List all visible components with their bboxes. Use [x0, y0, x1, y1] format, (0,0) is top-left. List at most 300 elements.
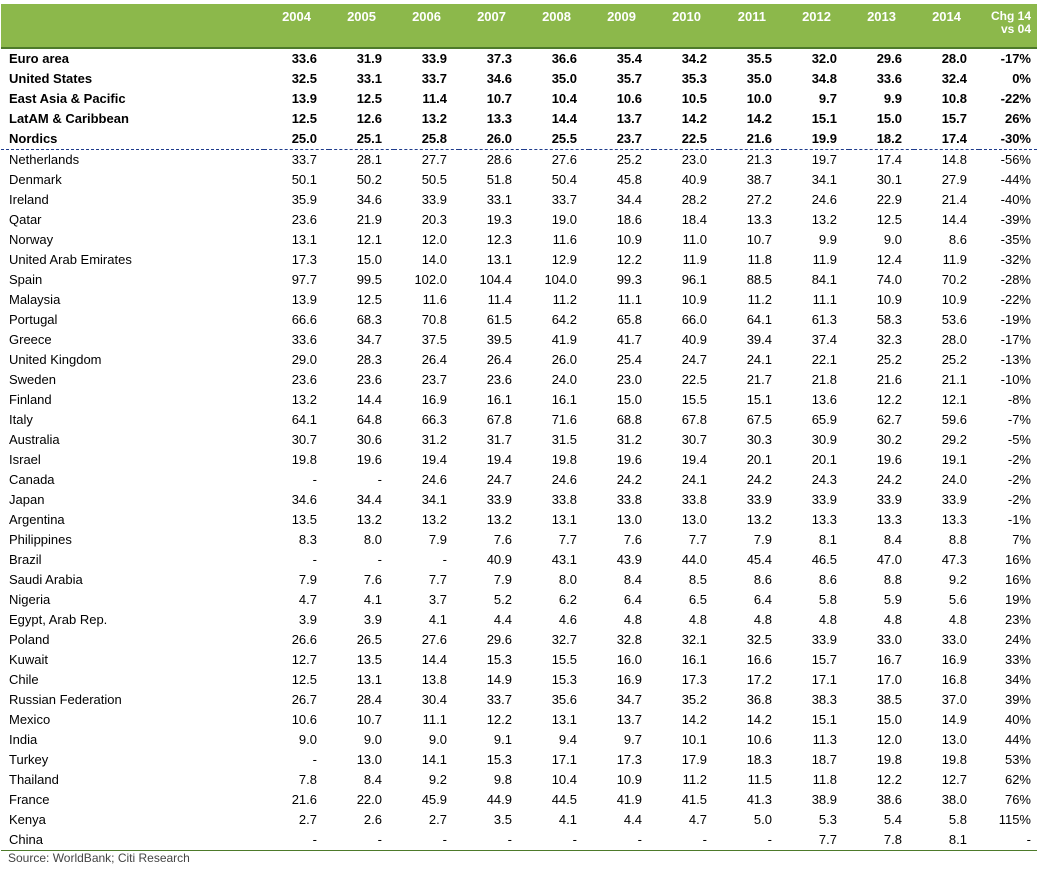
cell-value: 27.6	[421, 632, 447, 647]
cell-value: 29.0	[291, 352, 317, 367]
cell-value: 37.0	[941, 692, 967, 707]
cell-value: 84.1	[811, 272, 837, 287]
cell-value: 43.1	[551, 552, 577, 567]
table-row	[1, 290, 1037, 310]
cell-change: 40%	[1004, 712, 1031, 727]
cell-value: 14.2	[746, 712, 772, 727]
cell-value: 38.3	[811, 692, 837, 707]
cell-value: 66.0	[681, 312, 707, 327]
cell-value: 7.6	[493, 532, 512, 547]
cell-value: 22.1	[811, 352, 837, 367]
cell-value: 21.4	[941, 192, 967, 207]
cell-value: 31.2	[421, 432, 447, 447]
cell-value: 68.8	[616, 412, 642, 427]
cell-value: 34.8	[811, 71, 837, 86]
cell-value: 11.8	[812, 772, 837, 787]
row-label: East Asia & Pacific	[9, 91, 126, 106]
cell-value: 25.4	[616, 352, 642, 367]
cell-value: 40.9	[681, 332, 707, 347]
cell-value: 33.7	[291, 152, 317, 167]
cell-value: 11.2	[747, 292, 772, 307]
row-label: LatAM & Caribbean	[9, 111, 129, 126]
cell-value: 96.1	[681, 272, 707, 287]
row-label: Kenya	[9, 812, 46, 827]
cell-value: -	[312, 552, 317, 567]
cell-value: 23.7	[421, 372, 447, 387]
cell-value: 36.8	[746, 692, 772, 707]
cell-value: 35.9	[291, 192, 317, 207]
cell-value: -	[589, 830, 654, 851]
cell-value: 30.7	[291, 432, 317, 447]
cell-value: 10.9	[876, 292, 902, 307]
cell-value: 7.6	[623, 532, 642, 547]
cell-value: 12.5	[876, 212, 902, 227]
cell-value: -	[377, 552, 382, 567]
cell-value: 38.7	[746, 172, 772, 187]
cell-value: 30.6	[356, 432, 382, 447]
cell-value: 8.4	[363, 772, 382, 787]
cell-change: -	[979, 830, 1037, 851]
table-row	[1, 250, 1037, 270]
cell-value: 34.7	[616, 692, 642, 707]
cell-value: 33.7	[486, 692, 512, 707]
cell-value: 10.7	[486, 91, 512, 106]
cell-value: 3.7	[428, 592, 447, 607]
cell-value: 35.2	[681, 692, 707, 707]
cell-value: 24.1	[746, 352, 772, 367]
cell-value: 13.3	[486, 111, 512, 126]
cell-value: 10.6	[291, 712, 317, 727]
cell-change: -2%	[1007, 452, 1031, 467]
row-label: Euro area	[9, 51, 69, 66]
header-year: 2006	[394, 4, 459, 48]
cell-value: 9.1	[493, 732, 512, 747]
cell-value: 43.9	[616, 552, 642, 567]
row-label: Russian Federation	[9, 692, 122, 707]
cell-value: 67.5	[746, 412, 772, 427]
cell-value: 9.7	[818, 91, 837, 106]
cell-value: 28.6	[486, 152, 512, 167]
cell-value: 53.6	[941, 312, 967, 327]
cell-value: 23.0	[681, 152, 707, 167]
cell-value: 31.7	[486, 432, 512, 447]
row-label: United Arab Emirates	[9, 252, 132, 267]
row-label: Spain	[9, 272, 43, 287]
cell-value: 6.5	[688, 592, 707, 607]
cell-value: 8.6	[818, 572, 837, 587]
cell-value: 13.1	[486, 252, 512, 267]
cell-value: 16.1	[681, 652, 707, 667]
cell-value: 18.2	[849, 129, 914, 150]
cell-value: 38.9	[811, 792, 837, 807]
cell-value: 41.3	[746, 792, 772, 807]
table-row	[1, 470, 1037, 490]
cell-change: -40%	[1000, 192, 1031, 207]
cell-value: 25.1	[329, 129, 394, 150]
row-label: Canada	[9, 472, 55, 487]
table-row	[1, 230, 1037, 250]
header-row	[1, 4, 1037, 48]
table-row	[1, 730, 1037, 750]
cell-value: 29.2	[941, 432, 967, 447]
cell-value: 31.2	[616, 432, 642, 447]
cell-value: 13.2	[746, 512, 772, 527]
cell-value: 32.1	[681, 632, 707, 647]
cell-change: 16%	[1004, 572, 1031, 587]
cell-change: -17%	[1000, 332, 1031, 347]
cell-value: 30.9	[811, 432, 837, 447]
cell-value: 10.0	[746, 91, 772, 106]
cell-change: 24%	[1004, 632, 1031, 647]
cell-value: 28.3	[356, 352, 382, 367]
cell-value: 13.7	[616, 712, 642, 727]
source-note: Source: WorldBank; Citi Research	[8, 851, 190, 865]
cell-value: 41.7	[616, 332, 642, 347]
cell-value: 12.2	[876, 772, 902, 787]
cell-value: 27.9	[941, 172, 967, 187]
cell-value: 34.6	[486, 71, 512, 86]
cell-value: 64.1	[746, 312, 772, 327]
cell-value: 47.0	[876, 552, 902, 567]
row-label: Malaysia	[9, 292, 61, 307]
cell-value: 102.0	[414, 272, 447, 287]
header-year: 2014	[914, 4, 979, 48]
cell-value: 33.0	[941, 632, 967, 647]
cell-change: -35%	[1000, 232, 1031, 247]
cell-value: -	[312, 752, 317, 767]
cell-value: 14.4	[551, 111, 577, 126]
cell-value: 26.5	[356, 632, 382, 647]
cell-value: 45.4	[746, 552, 772, 567]
cell-value: 24.7	[486, 472, 512, 487]
cell-value: 65.9	[811, 412, 837, 427]
cell-value: 13.1	[551, 512, 577, 527]
cell-value: 14.4	[421, 652, 447, 667]
cell-value: 25.2	[616, 152, 642, 167]
cell-value: 4.4	[623, 812, 642, 827]
table-row	[1, 170, 1037, 190]
table-row	[1, 330, 1037, 350]
cell-value: 27.6	[551, 152, 577, 167]
cell-value: 11.2	[682, 772, 707, 787]
cell-value: 15.1	[811, 111, 837, 126]
cell-value: -	[264, 830, 329, 851]
cell-value: 25.0	[264, 129, 329, 150]
cell-value: 27.2	[746, 192, 772, 207]
cell-value: 18.6	[616, 212, 642, 227]
cell-value: 10.9	[616, 232, 642, 247]
cell-value: 32.5	[291, 71, 317, 86]
row-label: Mexico	[9, 712, 51, 727]
cell-change: -5%	[1007, 432, 1031, 447]
cell-value: 12.5	[291, 111, 317, 126]
cell-value: 29.6	[486, 632, 512, 647]
header-change: Chg 14 vs 04	[979, 4, 1037, 48]
cell-value: 66.6	[291, 312, 317, 327]
cell-value: 97.7	[291, 272, 317, 287]
cell-value: 18.4	[681, 212, 707, 227]
table-row	[1, 750, 1037, 770]
cell-value: 22.0	[356, 792, 382, 807]
cell-value: 15.5	[551, 652, 577, 667]
cell-value: 20.3	[421, 212, 447, 227]
cell-value: 22.5	[681, 372, 707, 387]
cell-value: 8.5	[688, 572, 707, 587]
row-label: Egypt, Arab Rep.	[9, 612, 108, 627]
row-label: China	[1, 830, 264, 851]
cell-value: 5.9	[883, 592, 902, 607]
cell-value: 19.1	[941, 452, 967, 467]
cell-value: 37.5	[421, 332, 447, 347]
cell-value: 13.2	[356, 512, 382, 527]
cell-value: 34.4	[356, 492, 382, 507]
cell-value: 12.9	[551, 252, 577, 267]
cell-value: 30.3	[746, 432, 772, 447]
header-year: 2008	[524, 4, 589, 48]
cell-value: 4.4	[493, 612, 512, 627]
cell-value: 8.8	[883, 572, 902, 587]
cell-value: 13.7	[616, 111, 642, 126]
table-row	[1, 690, 1037, 710]
cell-value: 64.1	[291, 412, 317, 427]
table-row	[1, 570, 1037, 590]
aggregate-row	[1, 89, 1037, 109]
cell-value: 33.9	[421, 192, 447, 207]
cell-value: 11.9	[682, 252, 707, 267]
cell-value: 99.5	[356, 272, 382, 287]
cell-value: 8.4	[883, 532, 902, 547]
cell-value: 17.1	[551, 752, 577, 767]
cell-value: 33.1	[356, 71, 382, 86]
cell-value: 38.0	[941, 792, 967, 807]
cell-value: 14.2	[681, 712, 707, 727]
cell-value: 35.0	[551, 71, 577, 86]
cell-value: 31.9	[356, 51, 382, 66]
cell-change: -7%	[1007, 412, 1031, 427]
cell-value: 11.6	[422, 292, 447, 307]
cell-value: 71.6	[551, 412, 577, 427]
cell-value: 50.5	[421, 172, 447, 187]
cell-value: -	[394, 830, 459, 851]
cell-value: 12.7	[941, 772, 967, 787]
cell-change: -1%	[1007, 512, 1031, 527]
cell-value: 3.9	[363, 612, 382, 627]
cell-value: 33.9	[941, 492, 967, 507]
cell-value: 21.8	[811, 372, 837, 387]
cell-value: 5.2	[493, 592, 512, 607]
cell-value: 16.9	[421, 392, 447, 407]
header-year: 2010	[654, 4, 719, 48]
cell-value: 21.9	[356, 212, 382, 227]
cell-value: 19.6	[876, 452, 902, 467]
cell-value: 9.7	[623, 732, 642, 747]
table-row	[1, 610, 1037, 630]
cell-value: 14.4	[941, 212, 967, 227]
row-label: United Kingdom	[9, 352, 102, 367]
cell-value: 31.5	[551, 432, 577, 447]
header-year: 2012	[784, 4, 849, 48]
cell-value: 17.1	[811, 672, 837, 687]
cell-value: 10.5	[681, 91, 707, 106]
cell-value: 5.6	[948, 592, 967, 607]
cell-value: 10.7	[746, 232, 772, 247]
cell-value: 34.4	[616, 192, 642, 207]
cell-value: 11.6	[552, 232, 577, 247]
cell-value: 44.5	[551, 792, 577, 807]
cell-value: 17.4	[876, 152, 902, 167]
cell-value: -	[312, 472, 317, 487]
row-label: Philippines	[9, 532, 72, 547]
table-row	[1, 390, 1037, 410]
table-row	[1, 370, 1037, 390]
cell-value: 9.0	[298, 732, 317, 747]
cell-value: 22.5	[654, 129, 719, 150]
cell-value: 7.8	[849, 830, 914, 851]
cell-value: 13.0	[941, 732, 967, 747]
cell-value: 4.8	[818, 612, 837, 627]
row-label: Finland	[9, 392, 52, 407]
cell-value: 14.2	[681, 111, 707, 126]
cell-value: 28.4	[356, 692, 382, 707]
cell-value: 30.1	[876, 172, 902, 187]
cell-value: 33.8	[551, 492, 577, 507]
cell-value: 16.7	[876, 652, 902, 667]
cell-change: -56%	[1000, 152, 1031, 167]
cell-value: 12.2	[876, 392, 902, 407]
row-label: Turkey	[9, 752, 49, 767]
cell-change: -8%	[1007, 392, 1031, 407]
cell-value: 25.8	[394, 129, 459, 150]
cell-value: 12.7	[291, 652, 317, 667]
cell-value: 17.3	[616, 752, 642, 767]
cell-value: 33.6	[291, 51, 317, 66]
cell-value: 19.8	[941, 752, 967, 767]
cell-value: 13.5	[291, 512, 317, 527]
row-label: Greece	[9, 332, 52, 347]
cell-value: 24.1	[681, 472, 707, 487]
cell-value: 32.0	[811, 51, 837, 66]
cell-value: 32.5	[746, 632, 772, 647]
cell-value: 13.2	[421, 512, 447, 527]
cell-value: 24.6	[421, 472, 447, 487]
cell-value: 12.4	[876, 252, 902, 267]
cell-value: 34.6	[291, 492, 317, 507]
cell-change: -17%	[1000, 51, 1031, 66]
cell-value: 24.6	[551, 472, 577, 487]
cell-value: 19.8	[551, 452, 577, 467]
cell-value: 9.2	[428, 772, 447, 787]
cell-change: -10%	[1000, 372, 1031, 387]
row-label: Norway	[9, 232, 54, 247]
cell-value: 8.4	[623, 572, 642, 587]
cell-value: 15.7	[941, 111, 967, 126]
cell-value: 13.3	[746, 212, 772, 227]
cell-value: 8.3	[298, 532, 317, 547]
cell-value: 14.4	[356, 392, 382, 407]
cell-value: 24.3	[811, 472, 837, 487]
table-row	[1, 590, 1037, 610]
cell-value: 104.4	[479, 272, 512, 287]
cell-value: 16.8	[941, 672, 967, 687]
cell-value: 39.4	[746, 332, 772, 347]
cell-value: 19.4	[486, 452, 512, 467]
cell-value: 12.5	[356, 292, 382, 307]
table-row	[1, 810, 1037, 830]
row-label: Argentina	[9, 512, 65, 527]
cell-value: 13.1	[291, 232, 317, 247]
cell-value: 3.9	[298, 612, 317, 627]
cell-change: -19%	[1000, 312, 1031, 327]
cell-value: 40.9	[486, 552, 512, 567]
cell-value: 34.1	[421, 492, 447, 507]
cell-value: 10.6	[746, 732, 772, 747]
cell-value: 21.6	[291, 792, 317, 807]
cell-value: 7.9	[298, 572, 317, 587]
cell-value: 25.2	[941, 352, 967, 367]
cell-value: 13.3	[811, 512, 837, 527]
cell-change: 0%	[1012, 71, 1031, 86]
table-row	[1, 190, 1037, 210]
cell-value: 26.4	[421, 352, 447, 367]
cell-value: 28.0	[941, 51, 967, 66]
cell-value: 17.3	[291, 252, 317, 267]
data-table	[1, 4, 1037, 851]
cell-value: 33.0	[876, 632, 902, 647]
cell-value: 27.7	[421, 152, 447, 167]
cell-value: 13.0	[681, 512, 707, 527]
cell-change: -28%	[1000, 272, 1031, 287]
cell-value: 4.1	[558, 812, 577, 827]
cell-value: 68.3	[356, 312, 382, 327]
cell-value: 33.1	[486, 192, 512, 207]
cell-value: -	[654, 830, 719, 851]
cell-value: 21.7	[746, 372, 772, 387]
cell-value: 13.3	[941, 512, 967, 527]
cell-value: 26.7	[291, 692, 317, 707]
cell-value: 26.4	[486, 352, 512, 367]
cell-value: 8.6	[753, 572, 772, 587]
cell-value: 12.5	[356, 91, 382, 106]
cell-value: 7.7	[428, 572, 447, 587]
cell-value: 13.0	[616, 512, 642, 527]
cell-value: 12.5	[291, 672, 317, 687]
cell-value: 18.7	[811, 752, 837, 767]
cell-value: 23.7	[589, 129, 654, 150]
cell-value: 24.0	[941, 472, 967, 487]
cell-value: 25.5	[524, 129, 589, 150]
cell-change: -32%	[1000, 252, 1031, 267]
cell-value: 10.6	[616, 91, 642, 106]
row-label: Japan	[9, 492, 45, 507]
cell-value: 38.6	[876, 792, 902, 807]
cell-value: 23.6	[356, 372, 382, 387]
cell-value: 4.8	[688, 612, 707, 627]
cell-value: 35.6	[551, 692, 577, 707]
table-row	[1, 270, 1037, 290]
cell-value: 34.2	[681, 51, 707, 66]
cell-value: 26.6	[291, 632, 317, 647]
cell-value: 45.8	[616, 172, 642, 187]
row-label: Nigeria	[9, 592, 51, 607]
cell-change: -39%	[1000, 212, 1031, 227]
cell-value: 46.5	[811, 552, 837, 567]
cell-value: 34.6	[356, 192, 382, 207]
row-label: Denmark	[9, 172, 62, 187]
cell-change: -22%	[1000, 292, 1031, 307]
cell-value: 19.7	[811, 152, 837, 167]
table-row	[1, 410, 1037, 430]
cell-value: 8.0	[363, 532, 382, 547]
